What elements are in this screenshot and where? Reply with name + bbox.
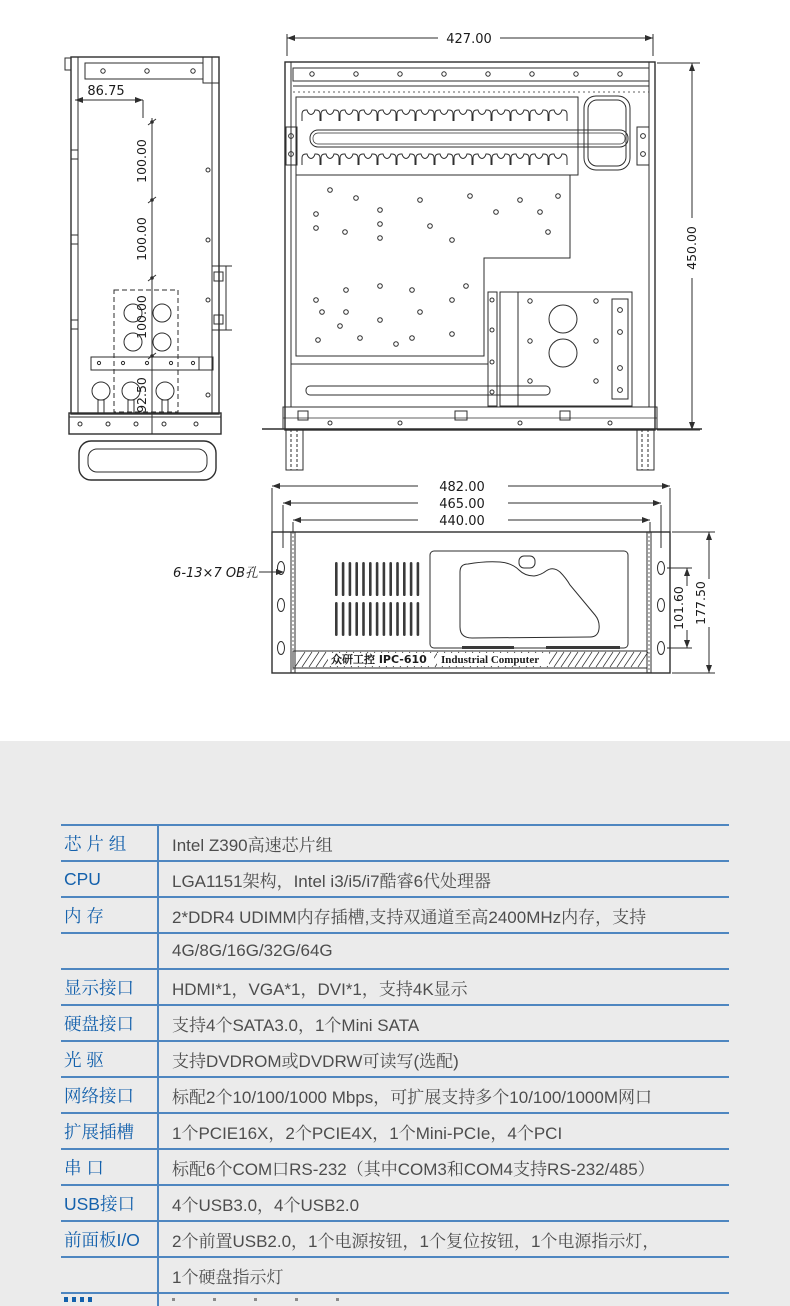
spec-value: Intel Z390高速芯片组 (172, 835, 333, 855)
front-dim-body (293, 514, 650, 532)
dim-100-a: 100.00 (134, 139, 149, 183)
dim-101-60: 101.60 (671, 586, 686, 630)
spec-row (61, 1258, 729, 1294)
front-hole-note (173, 566, 284, 581)
dim-450: 450.00 (684, 226, 699, 270)
spec-value: LGA1151架构，Intel i3/i5/i7酷睿6代处理器 (172, 871, 492, 891)
hole-note-label: 6-13×7 OB孔 (173, 566, 258, 581)
psu-bay (488, 292, 632, 406)
keylock-slot (519, 556, 535, 568)
spec-table (61, 824, 729, 1306)
spec-value: 4G/8G/16G/32G/64G (172, 941, 333, 960)
brand-cn-label: 众研工控 IPC-610 (331, 653, 427, 666)
dim-427: 427.00 (446, 32, 492, 47)
front-door (430, 551, 628, 649)
spec-value: 1个硬盘指示灯 (172, 1267, 284, 1287)
dim-482: 482.00 (439, 480, 485, 495)
card-guide-cage (286, 96, 649, 175)
dim-465: 465.00 (439, 497, 485, 512)
spec-row (61, 1042, 729, 1078)
front-dim-slot-span (667, 568, 692, 648)
clipped-next-row-value (159, 1294, 729, 1306)
top-dim-height (657, 63, 700, 430)
spec-row (61, 862, 729, 898)
spec-label: 芯 片 组 (61, 826, 159, 860)
spec-panel (0, 741, 790, 1304)
spec-label: CPU (61, 862, 159, 896)
spec-row (61, 1114, 729, 1150)
spec-row (61, 1222, 729, 1258)
spec-row (61, 1150, 729, 1186)
vent-slats (335, 562, 419, 636)
side-view (65, 57, 232, 480)
spec-label: 光 驱 (61, 1042, 159, 1076)
clipped-next-row-label (61, 1294, 159, 1306)
spec-label (61, 1258, 159, 1292)
spec-value: 1个PCIE16X，2个PCIE4X，1个Mini-PCIe，4个PCI (172, 1123, 563, 1143)
spec-row (61, 826, 729, 862)
dim-177-50: 177.50 (693, 581, 708, 625)
dim-86-75: 86.75 (87, 84, 125, 99)
top-view (262, 32, 702, 470)
spec-value: 2个前置USB2.0，1个电源按钮，1个复位按钮，1个电源指示灯， (172, 1231, 660, 1251)
spec-row (61, 1078, 729, 1114)
spec-value: 4个USB3.0，4个USB2.0 (172, 1195, 360, 1215)
dim-100-b: 100.00 (134, 217, 149, 261)
dim-92-50: 92.50 (134, 377, 149, 413)
front-view (173, 480, 715, 673)
clipped-next-row (61, 1294, 729, 1306)
handle (79, 441, 216, 480)
spec-label: 前面板I/O (61, 1222, 159, 1256)
spec-label: 内 存 (61, 898, 159, 932)
spec-value: 支持4个SATA3.0，1个Mini SATA (172, 1015, 420, 1035)
spec-value: HDMI*1，VGA*1，DVI*1，支持4K显示 (172, 979, 468, 999)
spec-row (61, 934, 729, 970)
spec-value: 2*DDR4 UDIMM内存插槽,支持双通道至高2400MHz内存，支持 (172, 907, 647, 927)
side-dim-top (75, 84, 143, 118)
brand-en-label: Industrial Computer (441, 654, 540, 666)
side-dim-chain (134, 118, 156, 434)
spec-label: 扩展插槽 (61, 1114, 159, 1148)
spec-label (61, 934, 159, 968)
spec-value: 支持DVDROM或DVDRW可读写(选配) (172, 1051, 459, 1071)
spec-label: USB接口 (61, 1186, 159, 1220)
spec-label: 网络接口 (61, 1078, 159, 1112)
spec-value: 标配2个10/100/1000 Mbps，可扩展支持多个10/100/1000M网口 (172, 1087, 652, 1107)
rear-feet (286, 429, 654, 470)
dim-440: 440.00 (439, 514, 485, 529)
spec-row (61, 1186, 729, 1222)
lock-cover-cutout (460, 562, 599, 638)
spec-value: 标配6个COM口RS-232（其中COM3和COM4支持RS-232/485） (172, 1159, 655, 1179)
brand-strip (293, 651, 648, 668)
mounting-plate (296, 175, 570, 356)
spec-row (61, 898, 729, 934)
spec-label: 硬盘接口 (61, 1006, 159, 1040)
top-dim-width (287, 32, 653, 56)
spec-label: 显示接口 (61, 970, 159, 1004)
spec-label: 串 口 (61, 1150, 159, 1184)
spec-row (61, 1006, 729, 1042)
dim-100-c: 100.00 (134, 295, 149, 339)
spec-row (61, 970, 729, 1006)
